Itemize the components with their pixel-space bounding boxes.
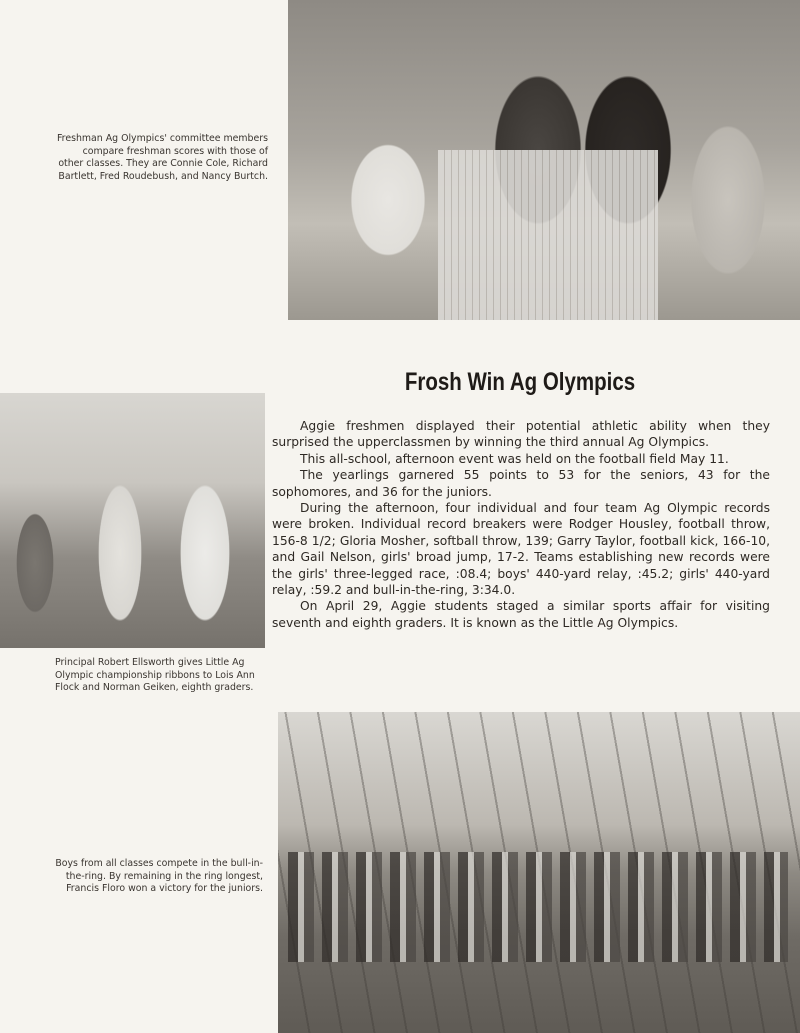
article-paragraph: On April 29, Aggie students staged a similar sports affair for visiting seventh and eighth graders. It is known as the Little Ag Olympics. [272,599,770,630]
ribbons-photo [0,393,265,648]
ribbons-caption: Principal Robert Ellsworth gives Little Ag Olympic championship ribbons to Lois Ann Flock and Norman Geiken, eighth graders. [55,657,255,694]
article-body [272,418,770,631]
article-paragraph: This all-school, afternoon event was held on the football field May 11. [300,451,729,466]
bull-in-ring-caption: Boys from all classes compete in the bull-in-the-ring. By remaining in the ring longest, Francis Floro won a victory for the juniors. [55,858,263,895]
article-paragraph: The yearlings garnered 55 points to 53 for the seniors, 43 for the sophomores, and 36 for the juniors. [272,468,770,499]
article-paragraph: Aggie freshmen displayed their potential athletic ability when they surprised the upperclassmen by winning the third annual Ag Olympics. [272,419,770,450]
committee-photo [288,0,800,320]
headline: Frosh Win Ag Olympics [404,368,636,396]
bull-in-ring-photo [278,712,800,1033]
committee-caption: Freshman Ag Olympics' committee members compare freshman scores with those of other classes. They are Connie Cole, Richard Bartlett, Fred Roudebush, and Nancy Burtch. [56,133,268,182]
article-paragraph: During the afternoon, four individual and four team Ag Olympic records were broken. Individual record breakers were Rodger Housley, football throw, 156-8 1/2; Gloria Mosher, softball throw, 139; Garry Taylor, football kick, 166-10, and Gail Nelson, girls' broad jump, 17-2. Teams establishing new records were the girls' three-legged race, :08.4; boys' 440-yard relay, :45.2; girls' 440-yard relay, :59.2 and bull-in-the-ring, 3:34.0. [272,501,770,598]
score-board [438,150,658,320]
crowd [288,852,788,962]
